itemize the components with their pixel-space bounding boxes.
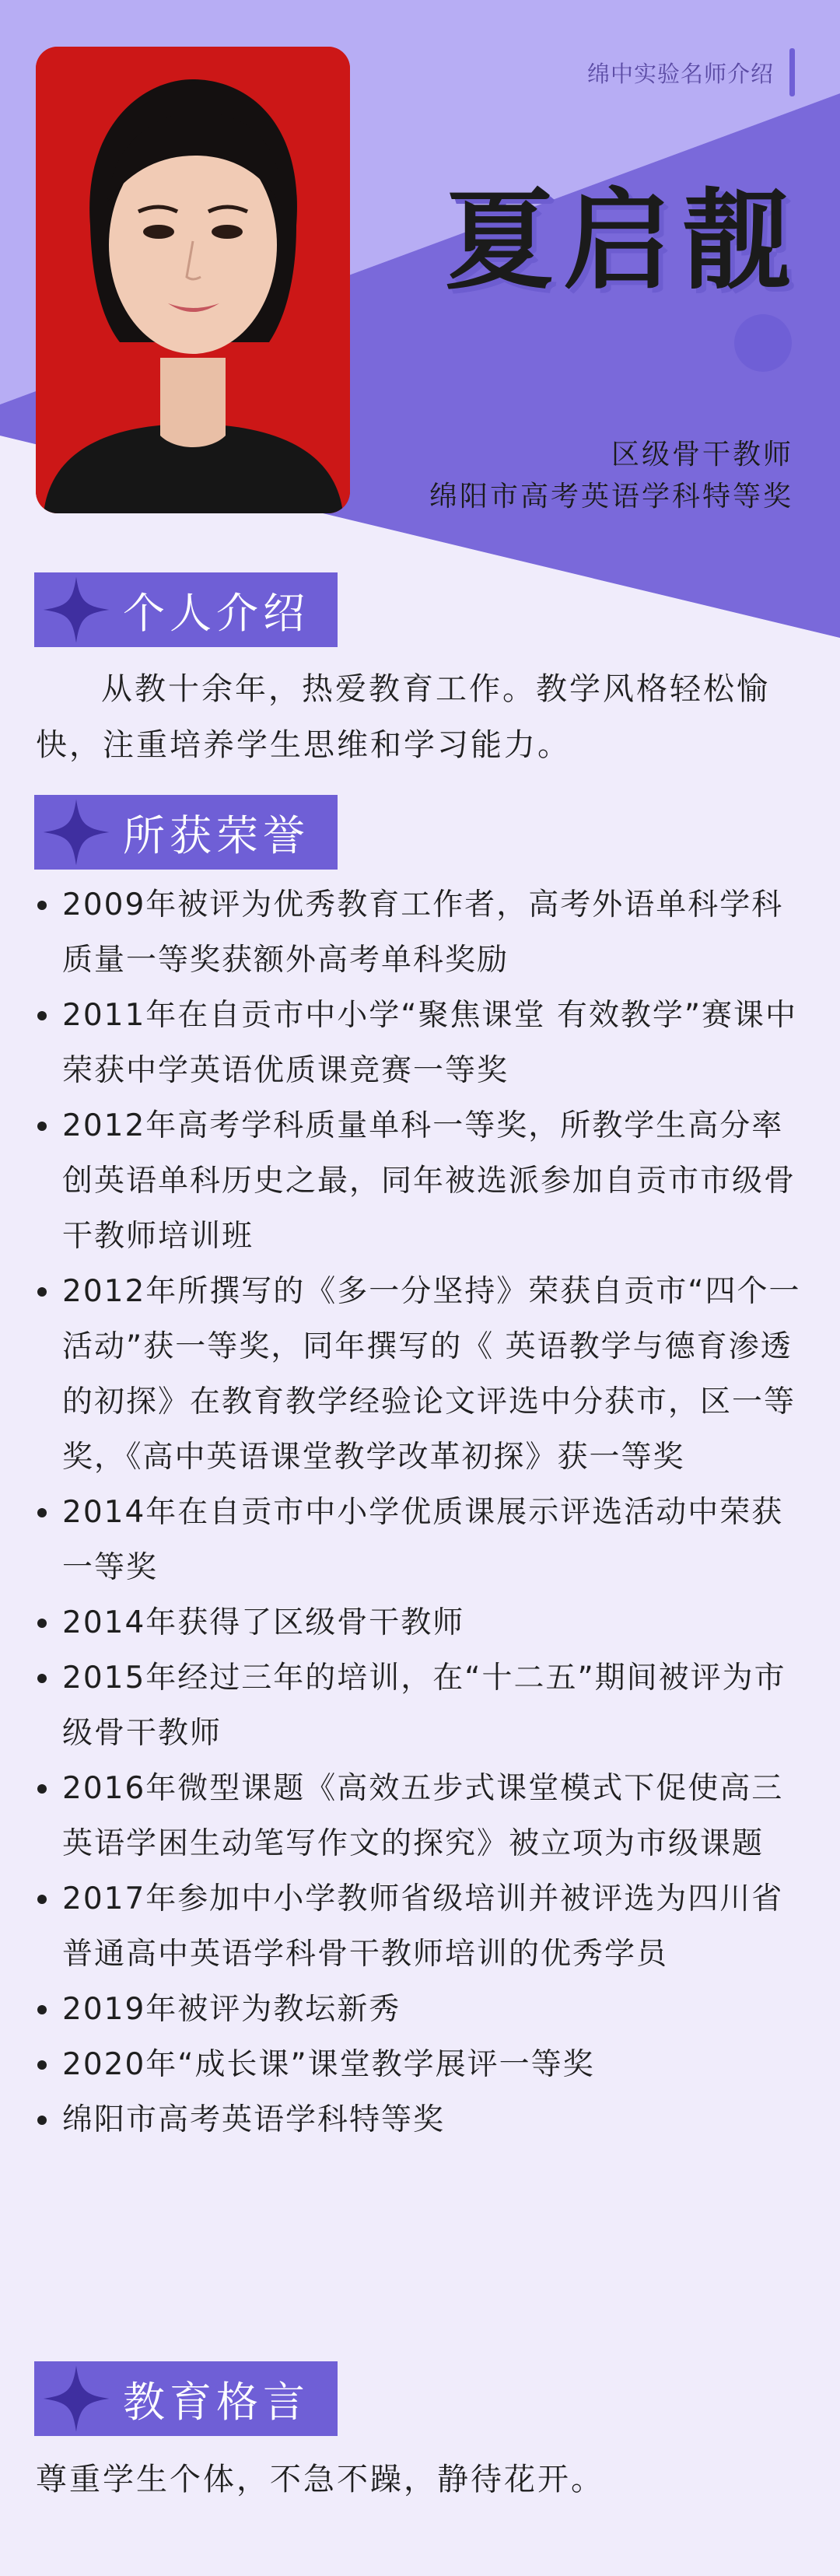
- section-heading-honors: [34, 795, 338, 870]
- decorative-dot: [734, 314, 792, 372]
- teacher-award: 绵阳市高考英语学科特等奖: [429, 481, 793, 513]
- list-item: 2014年获得了区级骨干教师: [36, 1595, 806, 1650]
- teacher-title: 区级骨干教师: [611, 439, 793, 471]
- list-item: 2015年经过三年的培训，在“十二五”期间被评为市级骨干教师: [36, 1650, 806, 1761]
- section-heading-intro: [34, 572, 338, 647]
- list-item: 2016年微型课题《高效五步式课堂模式下促使高三英语学困生动笔写作文的探究》被立项为市级课题: [36, 1761, 806, 1871]
- list-item: 2019年被评为教坛新秀: [36, 1982, 806, 2037]
- honors-list: [36, 877, 806, 2147]
- sparkle-icon: [40, 574, 112, 646]
- section-heading-label: 教育格言: [123, 2377, 310, 2427]
- list-item: 2012年所撰写的《多一分坚持》荣获自贡市“四个一活动”获一等奖，同年撰写的《 英语教学与德育渗透的初探》在教育教学经验论文评选中分获市，区一等奖，《高中英语课堂教学改革初探》获一等奖: [36, 1264, 806, 1485]
- list-item: 2012年高考学科质量单科一等奖，所教学生高分率创英语单科历史之最，同年被选派参加自贡市市级骨干教师培训班: [36, 1098, 806, 1264]
- list-item: 2017年参加中小学教师省级培训并被评选为四川省普通高中英语学科骨干教师培训的优秀学员: [36, 1871, 806, 1982]
- teacher-photo: [36, 47, 350, 513]
- section-heading-label: 所获荣誉: [123, 810, 310, 860]
- series-tag-text: 绵中实验名师介绍: [586, 60, 774, 87]
- intro-paragraph: 从教十余年，热爱教育工作。教学风格轻松愉快，注重培养学生思维和学习能力。: [36, 671, 770, 763]
- tag-bar: [789, 48, 795, 96]
- series-tag: [587, 48, 795, 96]
- list-item: 2011年在自贡市中小学“聚焦课堂 有效教学”赛课中荣获中学英语优质课竞赛一等奖: [36, 988, 806, 1098]
- sparkle-icon: [40, 2363, 112, 2434]
- teacher-name: 夏启靓: [444, 177, 800, 305]
- motto-text: 尊重学生个体，不急不躁，静待花开。: [36, 2462, 604, 2497]
- sparkle-icon: [40, 796, 112, 868]
- portrait-illustration: [36, 47, 350, 513]
- section-heading-label: 个人介绍: [123, 588, 310, 638]
- list-item: 绵阳市高考英语学科特等奖: [36, 2092, 806, 2147]
- section-heading-motto: [34, 2361, 338, 2436]
- list-item: 2020年“成长课”课堂教学展评一等奖: [36, 2037, 806, 2092]
- list-item: 2014年在自贡市中小学优质课展示评选活动中荣获一等奖: [36, 1485, 806, 1595]
- list-item: 2009年被评为优秀教育工作者，高考外语单科学科质量一等奖获额外高考单科奖励: [36, 877, 806, 988]
